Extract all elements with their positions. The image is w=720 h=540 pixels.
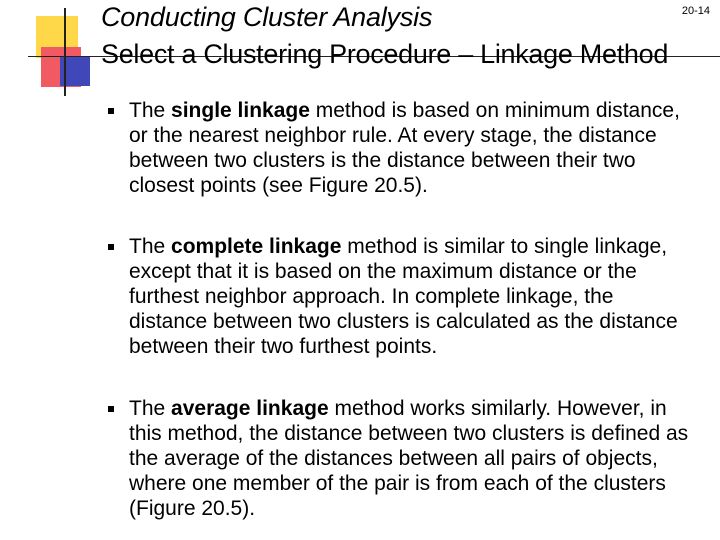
bullet-text-before: The	[129, 235, 172, 258]
bullet-text	[129, 234, 697, 359]
bullet-text	[129, 98, 697, 198]
slide-title: Conducting Cluster Analysis	[101, 2, 433, 32]
bullet-text-after: method works similarly. However, in this method, the distance between two clusters is defined as the average of the distances between all pairs of objects, where one member of the pair is from each of the clusters (Figure 20.5).	[129, 397, 689, 520]
slide-subtitle: Select a Clustering Procedure – Linkage Method	[101, 39, 669, 69]
bullet-text-before: The	[129, 397, 172, 420]
bullet-text-before: The	[129, 99, 172, 122]
bullet-bold-term: single linkage	[171, 99, 310, 122]
bullet-text-after: method is based on minimum distance, or the nearest neighbor rule. At every stage, the distance between two clusters is the distance between their two closest points (see Figure 20.5).	[129, 99, 680, 197]
bullet-square-icon	[108, 244, 114, 250]
bullet-bold-term: average linkage	[171, 397, 329, 420]
bullet-text	[129, 396, 697, 521]
bullet-text-after: method is similar to single linkage, except that it is based on the maximum distance or the furthest neighbor approach. In complete linkage, the distance between two clusters is calculated as the distance between their two furthest points.	[129, 235, 678, 358]
bullet-square-icon	[108, 406, 114, 412]
bullet-bold-term: complete linkage	[171, 235, 342, 258]
decor-vertical-line	[64, 8, 66, 96]
slide-number: 20-14	[681, 5, 710, 17]
bullet-square-icon	[108, 108, 114, 114]
